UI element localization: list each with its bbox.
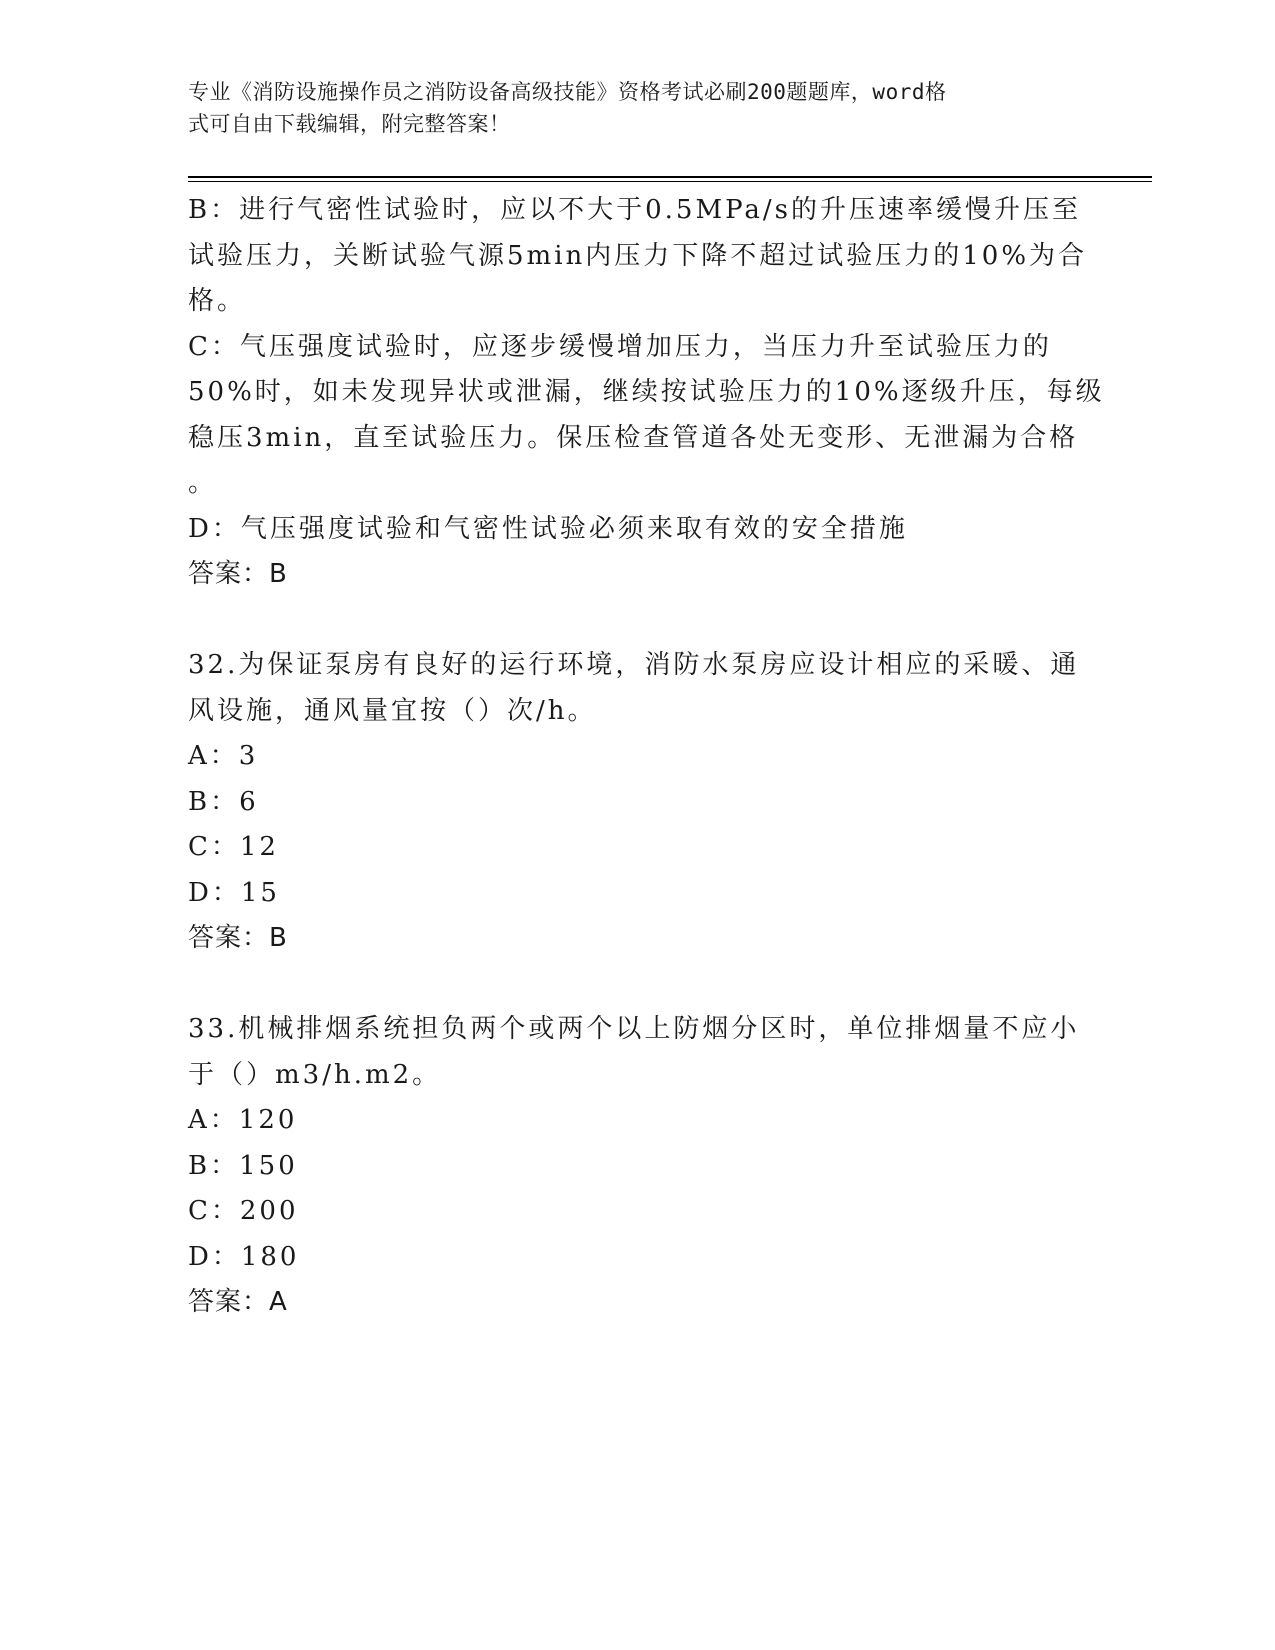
spacer bbox=[188, 962, 1088, 1008]
option-d: D：气压强度试验和气密性试验必须来取有效的安全措施 bbox=[188, 513, 908, 544]
option-b-line-2: 试验压力，关断试验气源5min内压力下降不超过试验压力的10%为合 bbox=[188, 240, 1088, 271]
option-c: C：200 bbox=[188, 1196, 299, 1226]
option-d: D：15 bbox=[188, 877, 280, 908]
spacer bbox=[188, 598, 1088, 644]
question-stem-line-2: 风设施，通风量宜按（）次/h。 bbox=[188, 695, 597, 726]
option-b-line-3: 格。 bbox=[188, 286, 247, 316]
question-stem-line-1: 32.为保证泵房有良好的运行环境，消防水泵房应设计相应的采暖、通 bbox=[188, 650, 1080, 680]
answer: 答案：A bbox=[188, 1287, 288, 1317]
option-c: C：12 bbox=[188, 832, 279, 862]
option-b-line-1: B：进行气密性试验时，应以不大于0.5MPa/s的升压速率缓慢升压至 bbox=[188, 195, 1082, 225]
option-c-line-2: 50%时，如未发现异状或泄漏，继续按试验压力的10%逐级升压，每级 bbox=[188, 377, 1105, 407]
question-stem-line-2: 于（）m3/h.m2。 bbox=[188, 1059, 442, 1090]
answer: 答案：B bbox=[188, 923, 288, 953]
option-b: B：150 bbox=[188, 1150, 298, 1181]
question-31-continuation bbox=[188, 188, 1105, 598]
header-line-1: 专业《消防设施操作员之消防设备高级技能》资格考试必刷200题题库，word格 bbox=[188, 80, 947, 104]
option-c-line-3: 稳压3min，直至试验压力。保压检查管道各处无变形、无泄漏为合格 bbox=[188, 422, 1079, 453]
header-divider-thin bbox=[188, 181, 1152, 182]
question-stem-line-1: 33.机械排烟系统担负两个或两个以上防烟分区时，单位排烟量不应小 bbox=[188, 1014, 1080, 1044]
header-line-2: 式可自由下载编辑，附完整答案！ bbox=[188, 112, 511, 136]
option-d: D：180 bbox=[188, 1241, 300, 1272]
answer: 答案：B bbox=[188, 559, 288, 589]
question-32 bbox=[188, 643, 1088, 962]
question-33 bbox=[188, 1007, 1088, 1326]
header-divider-thick bbox=[188, 176, 1152, 178]
option-a: A：120 bbox=[188, 1105, 298, 1135]
option-b: B：6 bbox=[188, 786, 259, 817]
option-a: A：3 bbox=[188, 741, 259, 771]
document-header bbox=[188, 76, 1068, 140]
document-body bbox=[188, 188, 1105, 1326]
option-c-line-1: C：气压强度试验时，应逐步缓慢增加压力，当压力升至试验压力的 bbox=[188, 331, 1052, 362]
option-c-line-4: 。 bbox=[188, 468, 218, 498]
